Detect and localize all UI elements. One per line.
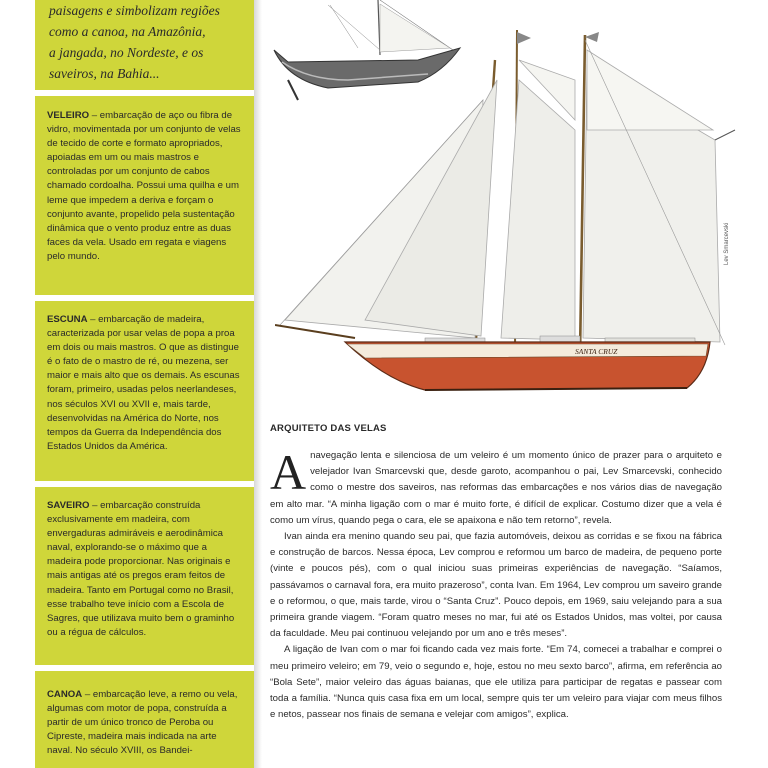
drop-cap: A <box>270 444 307 500</box>
glossary-term: ESCUNA <box>47 314 88 325</box>
glossary-definition: – embarcação de aço ou fibra de vidro, movimentada por um conjunto de velas de tecido de corte e formato apropriados, apoiadas em um ou mais mastros e controladas por um conjunto de cabos chamado cordoalha. Possui uma quilha e um leme que impedem a deriva e forçam o conjunto avante, propelido pela sustentação dinâmica que o vento produz entre as duas faces da vela. Usado em regata e viagens pelo mundo. <box>47 110 241 262</box>
article-body <box>270 444 722 723</box>
intro-line: a jangada, no Nordeste, e os <box>49 45 204 60</box>
article-paragraph: A ligação de Ivan com o mar foi ficando cada vez mais forte. “Em 74, comecei a trabalhar e comprei o meu primeiro veleiro; em 79, veio o segundo e, hoje, estou no meu sexto barco”, afirma, em referência ao “Bola Sete”, maior veleiro das águas baianas, que ele utiliza para participar de regatas e passear com toda a família. “Nunca quis casa fixa em um local, sempre quis ter um veleiro para viajar com meus filhos e netos, passear nos finais de semana e velejar com amigos”, explica. <box>270 644 722 721</box>
intro-line: saveiros, na Bahia... <box>49 66 160 81</box>
glossary-definition: – embarcação construída exclusivamente em madeira, com envergaduras admiráveis e aerodinâmica naval, explorando-se o máximo que a madeira pode proporcionar. Nas originais e mais antigas até os pregos eram feitos de madeira. Tanto em Portugal como no Brasil, esse trabalho teve início com a Escola de Sagres, que utilizava muito bem o graminho ou a régua de cálculos. <box>47 500 235 638</box>
intro-line: paisagens e simbolizam regiões <box>49 3 220 18</box>
glossary-card-saveiro <box>35 487 254 665</box>
glossary-term: SAVEIRO <box>47 500 90 511</box>
glossary-card-canoa <box>35 671 254 768</box>
column-shadow <box>254 0 262 768</box>
glossary-term: CANOA <box>47 689 83 700</box>
illustration-credit: Lev Smarcevski <box>724 222 730 265</box>
intro-line: como a canoa, na Amazônia, <box>49 24 206 39</box>
sidebar <box>35 0 254 768</box>
article-paragraph <box>270 444 722 529</box>
article-paragraph: Ivan ainda era menino quando seu pai, que fazia automóveis, deixou as corridas e se fixou na fábrica e construção de barcos. Nessa época, Lev comprou e reformou um barco de madeira, de pequeno porte (vinte e poucos pés), com o qual iniciou suas primeiras experiências de navegação. “Saíamos, passávamos o carnaval fora, era muito prazeroso”, conta Ivan. Em 1964, Lev comprou um saveiro grande e o reformou, o que, mais tarde, virou o “Santa Cruz”. Pouco depois, em 1969, saiu velejando para a sua primeira grande viagem. “Foram quatro meses no mar, fui até os Estados Unidos, mas voltei, por causa da faculdade. Meu pai continuou velejando por um ano e três meses”. <box>270 531 722 640</box>
glossary-term: VELEIRO <box>47 110 90 121</box>
schooner-illustration <box>275 20 745 405</box>
paragraph-text: navegação lenta e silenciosa de um veleiro é um momento único de prazer para o arquiteto e velejador Ivan Smarcevski que, desde garoto, acompanhou o pai, Lev Smarcevski, conhecido como o mestre dos saveiros, nas reformas das embarcações e nos vários dias de navegação em alto mar. “A minha ligação com o mar é muito forte, é difícil de explicar. Costumo dizer que a vela é como um vírus, quando pega o cara, ele se apaixona e não tem retorno”, revela. <box>270 450 722 526</box>
article-heading: ARQUITETO DAS VELAS <box>270 423 387 434</box>
glossary-definition: – embarcação leve, a remo ou vela, algumas com motor de popa, construída a partir de um único tronco de Peroba ou Cipreste, madeira mais indicada na arte naval. No século XVIII, os Bandei- <box>47 689 238 757</box>
glossary-card-veleiro <box>35 96 254 295</box>
ship-name-label: SANTA CRUZ <box>575 347 618 356</box>
glossary-definition: – embarcação de madeira, caracterizada por usar velas de popa a proa em dois ou mais mastros. O que as distingue é o fato de o mastro de ré, ou mezena, ser maior e mais alto que os demais. As escunas foram, primeiro, usadas pelos neerlandeses, nos séculos XVI ou XVII e, mais tarde, desenvolvidas na América do Norte, nos tempos da Guerra da Independência dos Estados Unidos da América. <box>47 314 240 452</box>
glossary-card-escuna <box>35 301 254 481</box>
intro-quote <box>35 0 254 90</box>
